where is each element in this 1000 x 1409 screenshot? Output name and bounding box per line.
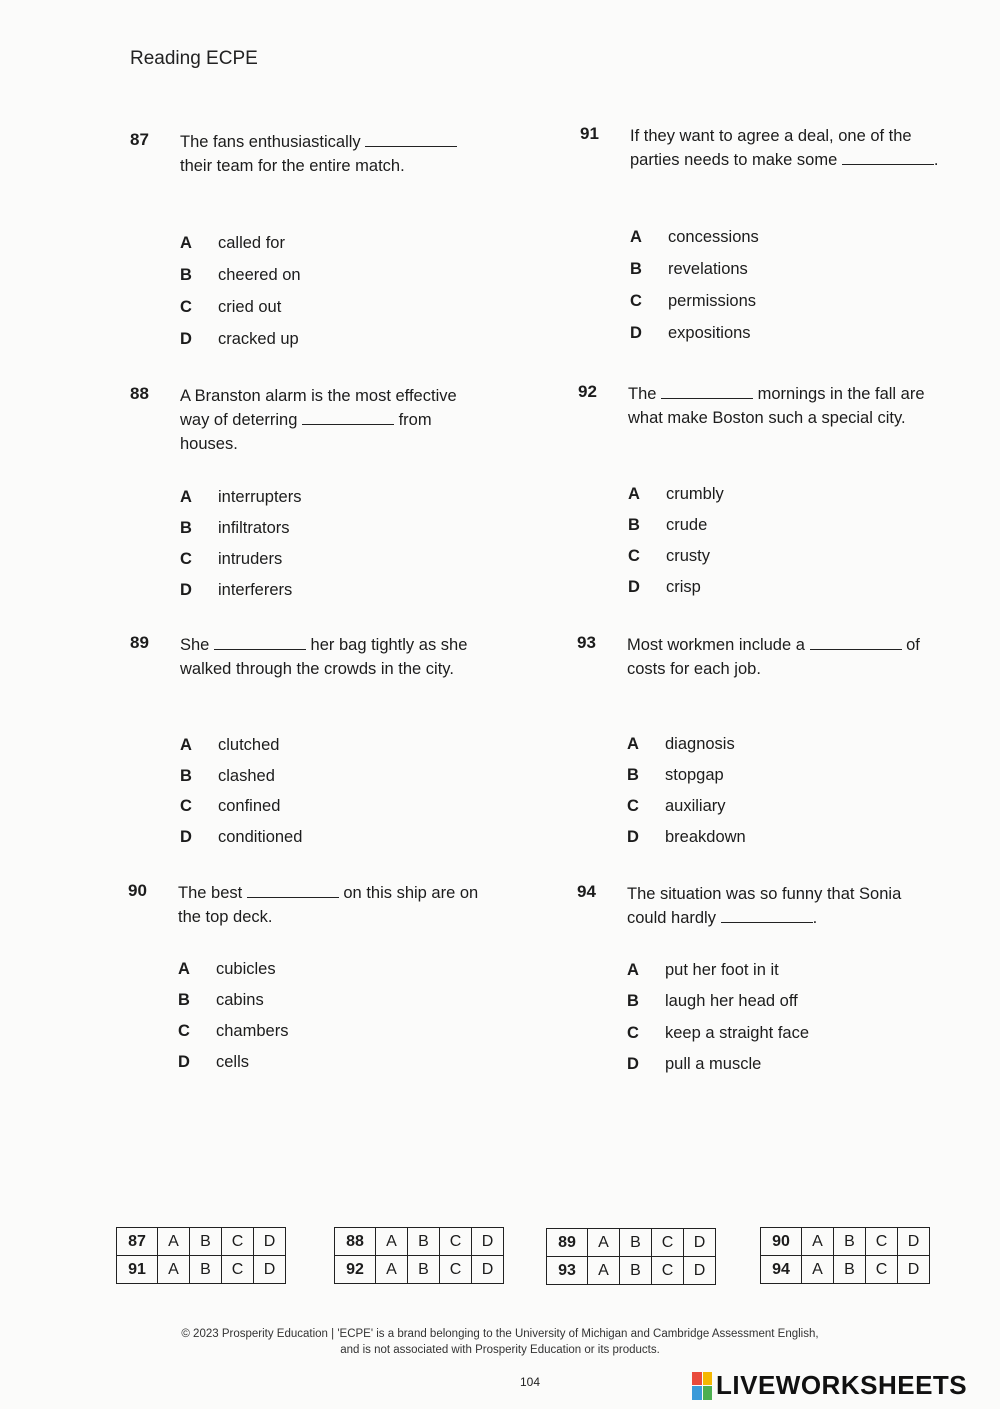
grid-option-b[interactable]: B (408, 1256, 440, 1284)
answer-blank (247, 881, 339, 898)
grid-option-d[interactable]: D (684, 1229, 716, 1257)
question-text: She her bag tightly as she walked through the crowds in the city. (180, 633, 490, 681)
option-a[interactable]: A clutched (180, 736, 280, 754)
grid-option-a[interactable]: A (158, 1228, 190, 1256)
grid-option-a[interactable]: A (802, 1228, 834, 1256)
answer-row (547, 1257, 716, 1285)
option-b[interactable]: B infiltrators (180, 519, 290, 537)
answer-grid-90-94 (760, 1227, 930, 1284)
grid-option-b[interactable]: B (408, 1228, 440, 1256)
grid-option-c[interactable]: C (652, 1257, 684, 1285)
option-b[interactable]: B revelations (630, 260, 748, 278)
question-number: 90 (128, 881, 147, 900)
grid-question-number: 88 (335, 1228, 376, 1256)
grid-option-c[interactable]: C (866, 1228, 898, 1256)
grid-option-b[interactable]: B (834, 1256, 866, 1284)
option-b[interactable]: B stopgap (627, 766, 724, 784)
grid-question-number: 89 (547, 1229, 588, 1257)
answer-blank (661, 382, 753, 399)
answer-blank (810, 633, 902, 650)
option-d[interactable]: D cracked up (180, 330, 299, 348)
grid-option-c[interactable]: C (440, 1256, 472, 1284)
answer-row (117, 1228, 286, 1256)
badge-square-3 (692, 1386, 702, 1400)
page-number: 104 (519, 1375, 541, 1389)
question-number: 91 (580, 124, 599, 143)
grid-question-number: 91 (117, 1256, 158, 1284)
grid-option-c[interactable]: C (440, 1228, 472, 1256)
grid-option-d[interactable]: D (472, 1256, 504, 1284)
option-d[interactable]: D breakdown (627, 828, 746, 846)
liveworksheets-wordmark: LIVEWORKSHEETS (716, 1370, 968, 1400)
question-text: The situation was so funny that Sonia could hardly . (627, 885, 902, 927)
liveworksheets-logo (692, 1370, 967, 1401)
option-b[interactable]: B cheered on (180, 266, 301, 284)
grid-option-b[interactable]: B (620, 1257, 652, 1285)
grid-option-b[interactable]: B (620, 1229, 652, 1257)
grid-option-d[interactable]: D (254, 1256, 286, 1284)
grid-option-c[interactable]: C (222, 1256, 254, 1284)
question-text: The mornings in the fall are what make Boston such a special city. (628, 382, 938, 430)
copyright-footer (0, 1326, 1000, 1358)
grid-option-a[interactable]: A (588, 1229, 620, 1257)
grid-option-d[interactable]: D (684, 1257, 716, 1285)
liveworksheets-badge-icon (692, 1372, 712, 1400)
grid-option-c[interactable]: C (866, 1256, 898, 1284)
answer-blank (842, 148, 934, 165)
grid-option-c[interactable]: C (652, 1229, 684, 1257)
option-a[interactable]: A cubicles (178, 960, 276, 978)
question-text: If they want to agree a deal, one of the parties needs to make some . (630, 127, 939, 169)
answer-grid-88-92 (334, 1227, 504, 1284)
option-d[interactable]: D cells (178, 1053, 250, 1071)
grid-question-number: 93 (547, 1257, 588, 1285)
question-text: Most workmen include a of costs for each job. (627, 633, 937, 681)
option-b[interactable]: B clashed (180, 767, 275, 785)
question-text: The fans enthusiastically their team for the entire match. (180, 130, 490, 178)
answer-blank (302, 408, 394, 425)
grid-option-a[interactable]: A (802, 1256, 834, 1284)
grid-option-c[interactable]: C (222, 1228, 254, 1256)
grid-option-d[interactable]: D (898, 1228, 930, 1256)
answer-grid-87-91 (116, 1227, 286, 1284)
answer-row (335, 1228, 504, 1256)
question-number: 88 (130, 384, 149, 403)
option-a[interactable]: A diagnosis (627, 735, 735, 753)
answer-row (117, 1256, 286, 1284)
option-c[interactable]: C auxiliary (627, 797, 726, 815)
option-a[interactable]: A put her foot in it (627, 961, 779, 979)
grid-option-a[interactable]: A (376, 1256, 408, 1284)
question-text: A Branston alarm is the most effective way of deterring from houses. (180, 387, 457, 453)
grid-option-d[interactable]: D (472, 1228, 504, 1256)
option-d[interactable]: D expositions (630, 324, 751, 342)
answer-row (761, 1228, 930, 1256)
answer-row (761, 1256, 930, 1284)
option-c[interactable]: C cried out (180, 298, 282, 316)
grid-option-d[interactable]: D (898, 1256, 930, 1284)
answer-row (335, 1256, 504, 1284)
grid-option-a[interactable]: A (158, 1256, 190, 1284)
grid-question-number: 94 (761, 1256, 802, 1284)
option-d[interactable]: D crisp (628, 578, 701, 596)
badge-square-2 (703, 1372, 713, 1386)
question-number: 93 (577, 633, 596, 652)
question-number: 87 (130, 130, 149, 149)
option-d[interactable]: D interferers (180, 581, 293, 599)
question-text: The best on this ship are on the top deck. (178, 881, 488, 929)
option-b[interactable]: B crude (628, 516, 708, 534)
option-b[interactable]: B laugh her head off (627, 992, 798, 1010)
answer-blank (721, 906, 813, 923)
grid-question-number: 90 (761, 1228, 802, 1256)
copyright-line-2: and is not associated with Prosperity Education or its products. (340, 1344, 660, 1356)
question-number: 89 (130, 633, 149, 652)
question-number: 94 (577, 882, 596, 901)
option-c[interactable]: C confined (180, 797, 281, 815)
grid-option-a[interactable]: A (376, 1228, 408, 1256)
grid-option-b[interactable]: B (190, 1256, 222, 1284)
copyright-line-1: © 2023 Prosperity Education | 'ECPE' is a brand belonging to the University of Michigan and Cambridge Assessment English, (181, 1328, 819, 1340)
option-c[interactable]: C keep a straight face (627, 1024, 810, 1042)
option-c[interactable]: C permissions (630, 292, 757, 310)
answer-blank (214, 633, 306, 650)
answer-blank (365, 130, 457, 147)
option-d[interactable]: D conditioned (180, 828, 303, 846)
badge-square-4 (703, 1386, 713, 1400)
grid-option-d[interactable]: D (254, 1228, 286, 1256)
answer-row (547, 1229, 716, 1257)
option-c[interactable]: C intruders (180, 550, 283, 568)
grid-question-number: 87 (117, 1228, 158, 1256)
option-a[interactable]: A interrupters (180, 488, 302, 506)
grid-option-b[interactable]: B (190, 1228, 222, 1256)
option-a[interactable]: A crumbly (628, 485, 724, 503)
question-number: 92 (578, 382, 597, 401)
grid-question-number: 92 (335, 1256, 376, 1284)
option-a[interactable]: A called for (180, 234, 285, 252)
option-c[interactable]: C chambers (178, 1022, 289, 1040)
option-b[interactable]: B cabins (178, 991, 264, 1009)
grid-option-a[interactable]: A (588, 1257, 620, 1285)
option-c[interactable]: C crusty (628, 547, 711, 565)
page-header: Reading ECPE (130, 48, 258, 69)
option-a[interactable]: A concessions (630, 228, 759, 246)
option-d[interactable]: D pull a muscle (627, 1055, 762, 1073)
answer-grid-89-93 (546, 1228, 716, 1285)
grid-option-b[interactable]: B (834, 1228, 866, 1256)
badge-square-1 (692, 1372, 702, 1386)
